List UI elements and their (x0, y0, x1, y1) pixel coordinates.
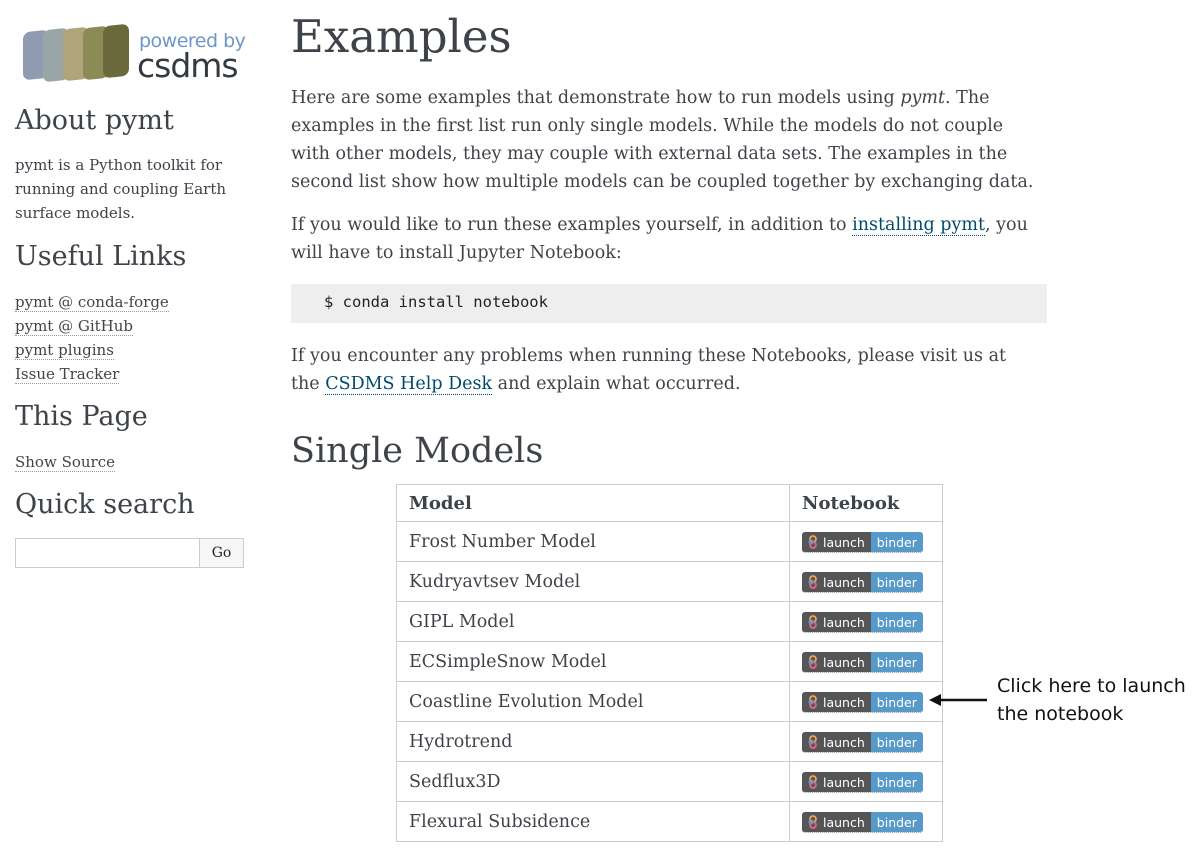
intro-text-b: . The examples in the first list run only single models. While the models do not couple with other models, they may couple with external data sets. The examples in the second list show how multiple models can be coupled together by exchanging data. (291, 88, 1034, 192)
badge-launch-text: launch (823, 694, 865, 710)
section-heading-single-models: Single Models (291, 431, 544, 471)
annotation-text (997, 672, 1186, 728)
launch-binder-button[interactable] (802, 532, 923, 553)
table-row (397, 562, 943, 602)
launch-binder-button[interactable] (802, 732, 923, 753)
notebook-cell (790, 602, 943, 642)
table-row (397, 642, 943, 682)
badge-left (802, 572, 871, 592)
badge-right: binder (871, 772, 923, 792)
model-name: ECSimpleSnow Model (397, 642, 790, 682)
help-text-b: and explain what occurred. (492, 374, 741, 394)
launch-binder-button[interactable] (802, 692, 923, 713)
model-name: Kudryavtsev Model (397, 562, 790, 602)
table-row (397, 602, 943, 642)
quick-search-heading: Quick search (15, 489, 195, 520)
model-name: Frost Number Model (397, 522, 790, 562)
install-text-a: If you would like to run these examples yourself, in addition to (291, 215, 853, 235)
link-plugins[interactable]: pymt plugins (15, 341, 114, 359)
badge-right: binder (871, 652, 923, 672)
badge-left (802, 692, 871, 712)
table-row (397, 762, 943, 802)
binder-logo-icon (807, 695, 819, 709)
binder-logo-icon (807, 615, 819, 629)
link-conda-forge[interactable]: pymt @ conda-forge (15, 293, 169, 311)
binder-logo-icon (807, 775, 819, 789)
launch-binder-button[interactable] (802, 572, 923, 593)
badge-left (802, 732, 871, 752)
model-name: Coastline Evolution Model (397, 682, 790, 722)
launch-binder-button[interactable] (802, 652, 923, 673)
model-name: Hydrotrend (397, 722, 790, 762)
install-paragraph (291, 211, 1036, 267)
installing-pymt-link[interactable]: installing pymt (852, 215, 986, 235)
notebook-cell (790, 762, 943, 802)
binder-logo-icon (807, 815, 819, 829)
table-header-row (397, 485, 943, 522)
search-input[interactable] (15, 538, 199, 568)
table-row (397, 802, 943, 842)
badge-right: binder (871, 692, 923, 712)
badge-left (802, 612, 871, 632)
help-desk-link[interactable]: CSDMS Help Desk (325, 374, 493, 394)
table-row (397, 682, 943, 722)
badge-launch-text: launch (823, 534, 865, 550)
annotation-arrow-icon (929, 692, 989, 708)
useful-links-heading: Useful Links (15, 241, 187, 272)
launch-binder-button[interactable] (802, 812, 923, 833)
show-source-link[interactable]: Show Source (15, 453, 115, 471)
badge-launch-text: launch (823, 814, 865, 830)
intro-paragraph (291, 84, 1036, 196)
notebook-cell (790, 642, 943, 682)
model-name: Sedflux3D (397, 762, 790, 802)
install-text-b: , you will have to install Jupyter Notebook: (291, 215, 1028, 263)
notebook-cell (790, 522, 943, 562)
header-notebook: Notebook (790, 485, 943, 522)
notebook-cell (790, 802, 943, 842)
binder-logo-icon (807, 655, 819, 669)
badge-right: binder (871, 612, 923, 632)
badge-left (802, 652, 871, 672)
badge-left (802, 812, 871, 832)
table-row (397, 722, 943, 762)
binder-logo-icon (807, 535, 819, 549)
badge-left (802, 772, 871, 792)
model-name: Flexural Subsidence (397, 802, 790, 842)
annotation-line-1: Click here to launch (997, 675, 1186, 697)
model-name: GIPL Model (397, 602, 790, 642)
help-text-a: If you encounter any problems when running these Notebooks, please visit us at the (291, 346, 1007, 394)
launch-binder-button[interactable] (802, 772, 923, 793)
badge-left (802, 532, 871, 552)
link-github[interactable]: pymt @ GitHub (15, 317, 134, 335)
table-row (397, 522, 943, 562)
badge-launch-text: launch (823, 614, 865, 630)
header-model: Model (397, 485, 790, 522)
logo-brand-text: csdms (137, 46, 238, 85)
models-table (396, 484, 943, 842)
notebook-cell (790, 682, 943, 722)
badge-right: binder (871, 732, 923, 752)
logo-bars-icon (23, 24, 135, 86)
intro-text-a: Here are some examples that demonstrate how to run models using (291, 88, 901, 108)
link-issue-tracker[interactable]: Issue Tracker (15, 365, 120, 383)
logo-bar (103, 24, 129, 79)
page-title: Examples (291, 10, 512, 63)
code-block: $ conda install notebook (291, 284, 1047, 323)
binder-logo-icon (807, 575, 819, 589)
intro-emphasis: pymt (900, 88, 946, 108)
badge-launch-text: launch (823, 654, 865, 670)
search-go-button[interactable]: Go (199, 538, 244, 568)
notebook-cell (790, 722, 943, 762)
help-paragraph (291, 342, 1036, 398)
badge-right: binder (871, 532, 923, 552)
about-heading: About pymt (15, 105, 174, 136)
badge-right: binder (871, 572, 923, 592)
annotation-line-2: the notebook (997, 703, 1124, 725)
csdms-logo[interactable] (23, 24, 253, 86)
logo-powered-text: powered by (139, 30, 246, 52)
about-text: pymt is a Python toolkit for running and coupling Earth surface models. (15, 156, 227, 222)
binder-logo-icon (807, 735, 819, 749)
launch-binder-button[interactable] (802, 612, 923, 633)
notebook-cell (790, 562, 943, 602)
badge-launch-text: launch (823, 734, 865, 750)
badge-right: binder (871, 812, 923, 832)
badge-launch-text: launch (823, 574, 865, 590)
this-page-heading: This Page (15, 401, 148, 432)
badge-launch-text: launch (823, 774, 865, 790)
